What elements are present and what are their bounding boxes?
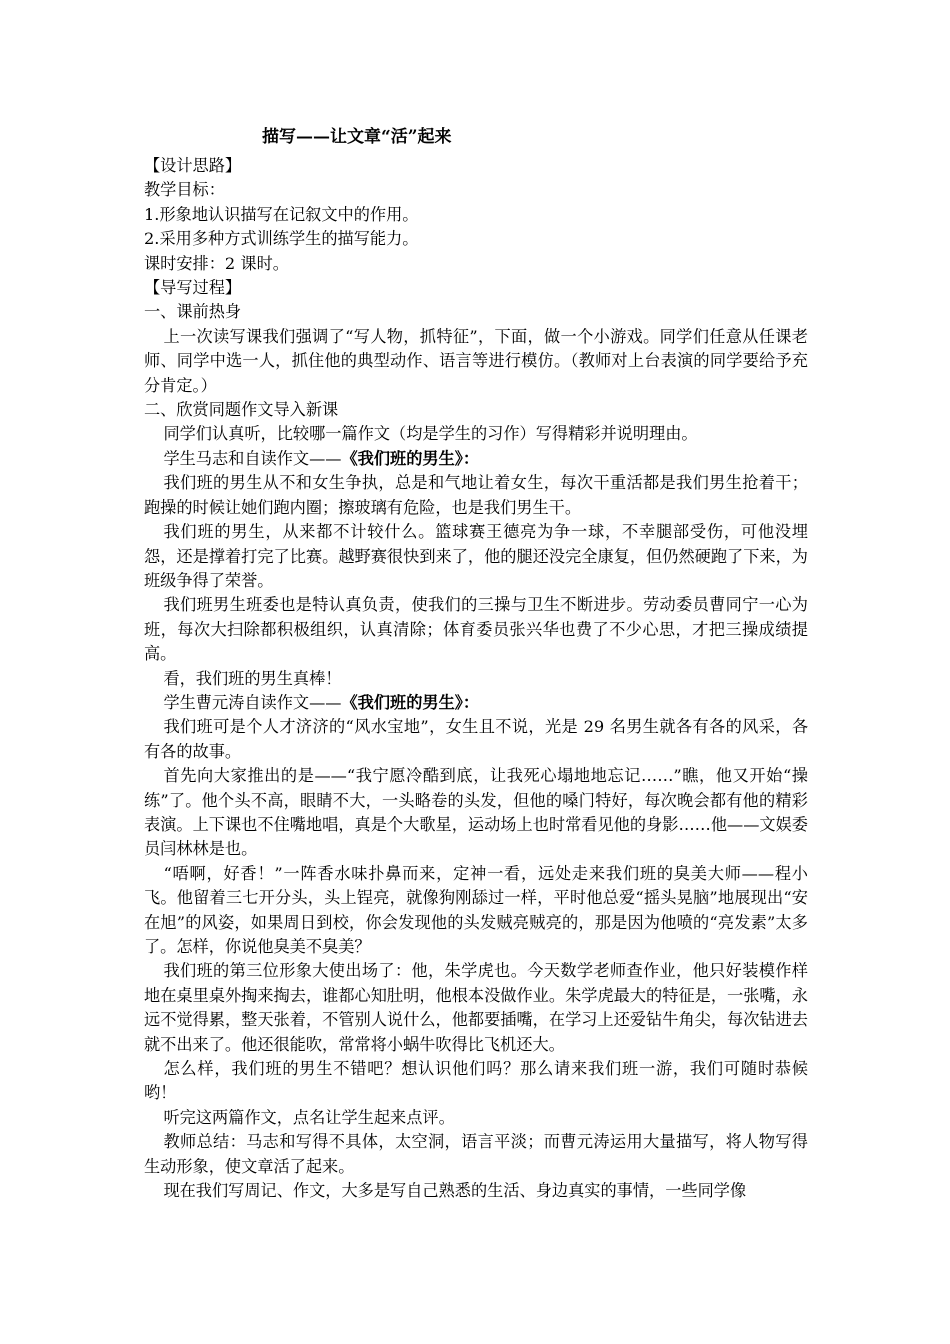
essay-1-title: 《我们班的男生》： [341,448,480,468]
document-title: 描写——让文章“活”起来 [262,127,452,147]
section-heading-2: 二、欣赏同题作文导入新课 [144,400,339,420]
essay-1-heading [144,447,808,471]
essay-2-paragraph: 怎么样，我们班的男生不错吧？想认识他们吗？那么请来我们班一游，我们可随时恭候哟！ [144,1059,808,1103]
essay-2-title: 《我们班的男生》： [341,692,480,712]
goal-item-1: 1.形象地认识描写在记叙文中的作用。 [144,204,419,224]
essay-1-paragraph: 我们班的男生，从来都不计较什么。篮球赛王德亮为争一球，不幸腿部受伤，可他没埋怨，还是撑着打完了比赛。越野赛很快到来了，他的腿还没完全康复，但仍然硬跑了下来，为班级争得了荣誉。 [144,522,808,590]
essay-1-paragraph: 我们班的男生从不和女生争执，总是和气地让着女生，每次干重活都是我们男生抢着干；跑操的时候让她们跑内圈；擦玻璃有危险，也是我们男生干。 [144,473,808,517]
essay-1-paragraph: 看，我们班的男生真棒！ [163,668,342,688]
paragraph-warmup: 上一次读写课我们强调了“写人物，抓特征”，下面，做一个小游戏。同学们任意从任课老师、同学中选一人，抓住他的典型动作、语言等进行模仿。（教师对上台表演的同学要给予充分肯定。） [144,326,808,395]
document-page [144,124,808,1203]
essay-2-lead: 学生曹元涛自读作文—— [163,692,342,712]
design-heading: 【设计思路】 [144,156,242,175]
essay-1-paragraph: 我们班男生班委也是特认真负责，使我们的三操与卫生不断进步。劳动委员曹同宁一心为班，每次大扫除都积极组织，认真清除；体育委员张兴华也费了不少心思，才把三操成绩提高。 [144,595,808,664]
paragraph-after-reading: 听完这两篇作文，点名让学生起来点评。 [163,1107,455,1127]
essay-2-paragraph: 首先向大家推出的是——“我宁愿冷酷到底，让我死心塌地地忘记……”瞧，他又开始“操练”了。他个头不高，眼睛不大，一头略卷的头发，但他的嗓门特好，每次晚会都有他的精彩表演。上下课也不住嘴地唱，真是个大歌星，运动场上也时常看见他的身影……他——文娱委员闫林林是也。 [144,766,808,859]
essay-2-paragraph: 我们班可是个人才济济的“风水宝地”，女生且不说，光是 29 名男生就各有各的风采，各有各的故事。 [144,717,808,761]
paragraph-now: 现在我们写周记、作文，大多是写自己熟悉的生活、身边真实的事情，一些同学像 [163,1181,747,1201]
paragraph-teacher-summary: 教师总结：马志和写得不具体，太空洞，语言平淡；而曹元涛运用大量描写，将人物写得生动形象，使文章活了起来。 [144,1132,808,1176]
essay-2-paragraph: “唔啊，好香！”一阵香水味扑鼻而来，定神一看，远处走来我们班的臭美大师——程小飞。他留着三七开分头，头上锃亮，就像狗刚舔过一样，平时他总爱“摇头晃脑”地展现出“安在旭”的风姿，如果周日到校，你会发现他的头发贼亮贼亮的，那是因为他喷的“亮发素”太多了。怎样，你说他臭美不臭美？ [144,863,808,956]
schedule-text: 课时安排：2 课时。 [144,253,289,273]
essay-2-heading [144,691,808,715]
section-heading-1: 一、课前热身 [144,302,242,322]
process-heading: 【导写过程】 [144,278,242,298]
goals-label: 教学目标： [144,180,225,200]
goal-item-2: 2.采用多种方式训练学生的描写能力。 [144,229,419,249]
paragraph-intro: 同学们认真听，比较哪一篇作文（均是学生的习作）写得精彩并说明理由。 [163,424,698,444]
essay-2-paragraph: 我们班的第三位形象大使出场了：他，朱学虎也。今天数学老师查作业，他只好装模作样地在桌里桌外掏来掏去，谁都心知肚明，他根本没做作业。朱学虎最大的特征是，一张嘴，永远不觉得累，整天张着，不管别人说什么，他都要插嘴，在学习上还爱钻牛角尖，每次钻进去就不出来了。他还很能吹，常常将小蜗牛吹得比飞机还大。 [144,961,808,1054]
essay-1-lead: 学生马志和自读作文—— [163,448,342,468]
